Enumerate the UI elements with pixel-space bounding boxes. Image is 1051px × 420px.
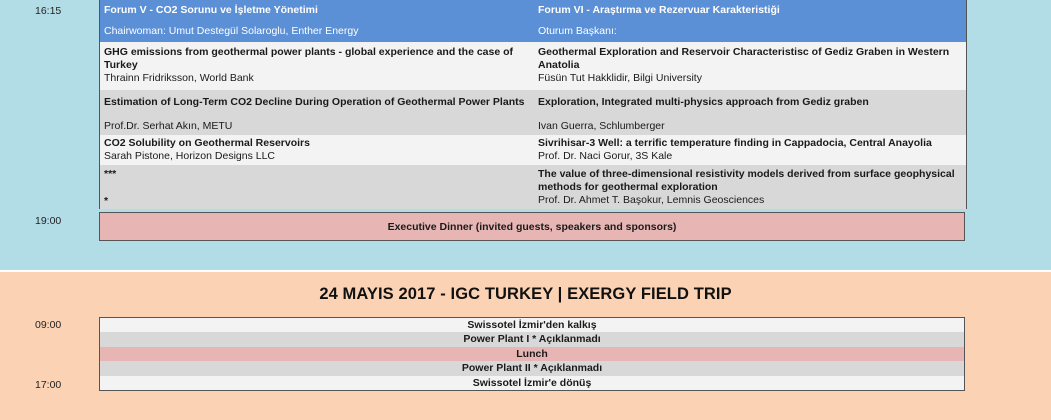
- talk-cell: [100, 165, 533, 209]
- talk-title: GHG emissions from geothermal power plants - global experience and the case of Turkey: [104, 46, 514, 71]
- forum-vi-chair: Oturum Başkanı:: [538, 25, 617, 37]
- talk-cell: [533, 135, 966, 165]
- section-divider: [0, 270, 1051, 272]
- talk-title: The value of three-dimensional resistivity models derived from surface geophysical methods for geothermal exploration: [538, 168, 955, 193]
- forum-v-chair: Chairwoman: Umut Destegül Solaroglu, Enther Energy: [104, 25, 359, 37]
- talk-title: CO2 Solubility on Geothermal Reservoirs: [104, 137, 310, 149]
- talk-cell: [533, 90, 966, 135]
- talk-cell: [533, 42, 966, 90]
- talk-title: Exploration, Integrated multi-physics approach from Gediz graben: [538, 96, 869, 108]
- talk-speaker: Prof.Dr. Serhat Akın, METU: [104, 120, 233, 132]
- talk-speaker: Prof. Dr. Naci Gorur, 3S Kale: [538, 150, 673, 162]
- trip-item-power-plant-1: Power Plant I * Açıklanmadı: [100, 332, 964, 346]
- talk-speaker: Füsün Tut Hakklidir, Bilgi University: [538, 72, 702, 84]
- session-row: [100, 90, 966, 135]
- talk-speaker: Thrainn Fridriksson, World Bank: [104, 72, 254, 84]
- time-label-trip-start: 09:00: [35, 319, 62, 331]
- field-trip-schedule: [99, 317, 965, 391]
- talk-speaker: Sarah Pistone, Horizon Designs LLC: [104, 150, 276, 162]
- forum-vi-title: Forum VI - Araştırma ve Rezervuar Karakteristiği: [538, 4, 780, 16]
- forum-sessions-table: [99, 0, 967, 209]
- talk-title: ***: [104, 168, 117, 180]
- talk-speaker: *: [104, 195, 109, 207]
- talk-title: Estimation of Long-Term CO2 Decline During Operation of Geothermal Power Plants: [104, 96, 525, 108]
- forum-v-title: Forum V - CO2 Sorunu ve İşletme Yönetimi: [104, 4, 318, 16]
- executive-dinner-bar: Executive Dinner (invited guests, speakers and sponsors): [99, 212, 965, 241]
- talk-cell: [100, 90, 533, 135]
- forum-chair-row: [100, 21, 966, 42]
- talk-title: Geothermal Exploration and Reservoir Characteristisc of Gediz Graben in Western Anatolia: [538, 46, 950, 71]
- day2-title: 24 MAYIS 2017 - IGC TURKEY | EXERGY FIELD TRIP: [319, 285, 732, 303]
- talk-title: Sivrihisar-3 Well: a terrific temperature finding in Cappadocia, Central Anayolia: [538, 137, 932, 149]
- time-label-start: 16:15: [35, 5, 62, 17]
- session-row: [100, 42, 966, 90]
- time-label-trip-end: 17:00: [35, 379, 62, 391]
- talk-cell: [100, 42, 533, 90]
- trip-item-lunch: Lunch: [100, 347, 964, 361]
- trip-item-return: Swissotel İzmir'e dönüş: [100, 376, 964, 390]
- session-row: [100, 165, 966, 209]
- time-label-dinner: 19:00: [35, 215, 62, 227]
- talk-cell: [100, 135, 533, 165]
- talk-cell: [533, 165, 966, 209]
- talk-speaker: Prof. Dr. Ahmet T. Başokur, Lemnis Geosciences: [538, 194, 765, 206]
- talk-speaker: Ivan Guerra, Schlumberger: [538, 120, 665, 132]
- session-row: [100, 135, 966, 165]
- forum-header-row: [100, 0, 966, 21]
- trip-item-power-plant-2: Power Plant II * Açıklanmadı: [100, 361, 964, 375]
- trip-item-departure: Swissotel İzmir'den kalkış: [100, 318, 964, 332]
